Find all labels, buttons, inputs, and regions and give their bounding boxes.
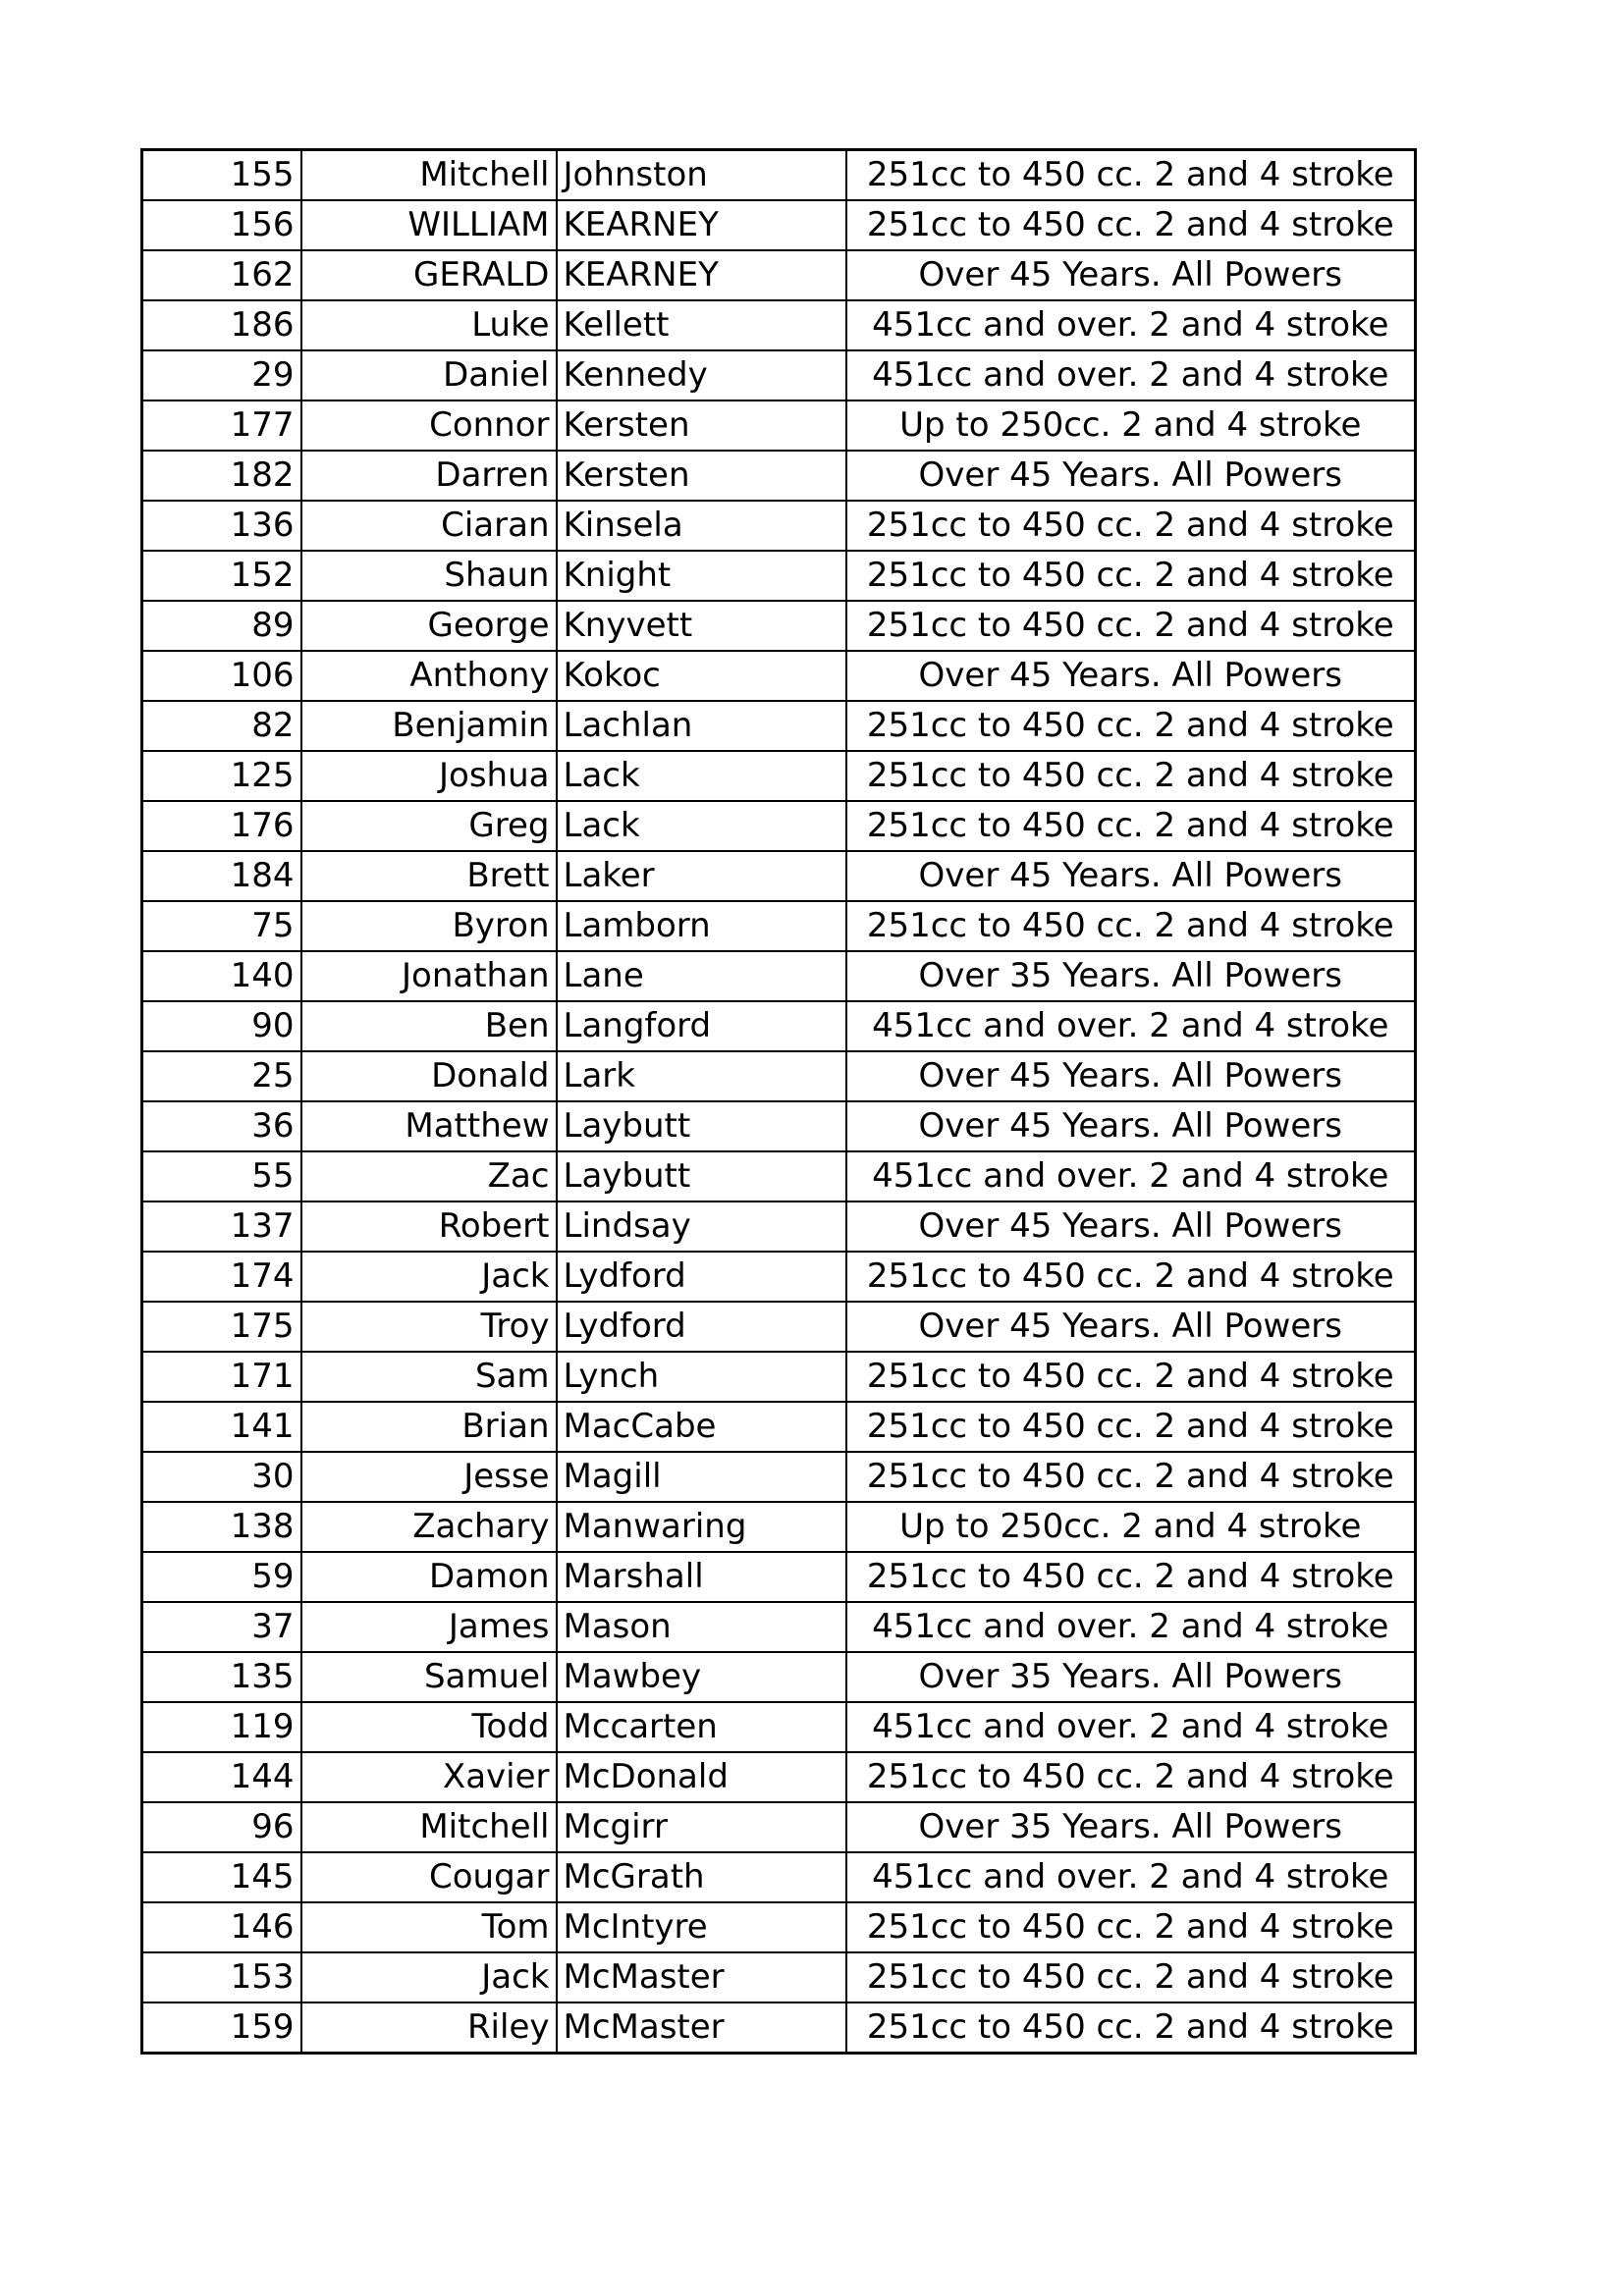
- table-row: [142, 451, 1416, 501]
- rider-number-cell: 138: [142, 1502, 301, 1552]
- class-cell: 251cc to 450 cc. 2 and 4 stroke: [846, 701, 1416, 751]
- rider-number-cell: 119: [142, 1702, 301, 1752]
- first-name-cell: Damon: [301, 1552, 557, 1602]
- last-name-cell: Mccarten: [557, 1702, 846, 1752]
- class-cell: 451cc and over. 2 and 4 stroke: [846, 1702, 1416, 1752]
- first-name-cell: Mitchell: [301, 1802, 557, 1852]
- first-name-cell: Greg: [301, 801, 557, 851]
- table-row: [142, 1151, 1416, 1201]
- class-cell: Over 45 Years. All Powers: [846, 1101, 1416, 1151]
- class-cell: Over 45 Years. All Powers: [846, 1302, 1416, 1352]
- first-name-cell: Ben: [301, 1001, 557, 1051]
- first-name-cell: Robert: [301, 1201, 557, 1252]
- last-name-cell: KEARNEY: [557, 200, 846, 250]
- table-row: [142, 1752, 1416, 1802]
- class-cell: 251cc to 450 cc. 2 and 4 stroke: [846, 551, 1416, 601]
- rider-number-cell: 176: [142, 801, 301, 851]
- first-name-cell: Troy: [301, 1302, 557, 1352]
- table-row: [142, 1352, 1416, 1402]
- rider-number-cell: 162: [142, 250, 301, 300]
- rider-number-cell: 36: [142, 1101, 301, 1151]
- last-name-cell: Mason: [557, 1602, 846, 1652]
- last-name-cell: Lamborn: [557, 901, 846, 951]
- class-cell: 251cc to 450 cc. 2 and 4 stroke: [846, 1352, 1416, 1402]
- class-cell: 251cc to 450 cc. 2 and 4 stroke: [846, 901, 1416, 951]
- rider-number-cell: 174: [142, 1252, 301, 1302]
- last-name-cell: Lynch: [557, 1352, 846, 1402]
- table-row: [142, 551, 1416, 601]
- last-name-cell: Lark: [557, 1051, 846, 1101]
- rider-number-cell: 186: [142, 300, 301, 350]
- first-name-cell: Jesse: [301, 1452, 557, 1502]
- first-name-cell: Matthew: [301, 1101, 557, 1151]
- last-name-cell: Knight: [557, 551, 846, 601]
- rider-number-cell: 29: [142, 350, 301, 400]
- last-name-cell: Lydford: [557, 1252, 846, 1302]
- table-row: [142, 1652, 1416, 1702]
- first-name-cell: George: [301, 601, 557, 651]
- first-name-cell: Riley: [301, 2002, 557, 2054]
- first-name-cell: Jack: [301, 1952, 557, 2002]
- rider-number-cell: 106: [142, 651, 301, 701]
- last-name-cell: Laybutt: [557, 1151, 846, 1201]
- table-row: [142, 1952, 1416, 2002]
- table-row: [142, 701, 1416, 751]
- last-name-cell: Laybutt: [557, 1101, 846, 1151]
- rider-number-cell: 136: [142, 501, 301, 551]
- table-row: [142, 1201, 1416, 1252]
- last-name-cell: Kokoc: [557, 651, 846, 701]
- rider-number-cell: 145: [142, 1852, 301, 1902]
- first-name-cell: Jack: [301, 1252, 557, 1302]
- last-name-cell: Lindsay: [557, 1201, 846, 1252]
- rider-number-cell: 153: [142, 1952, 301, 2002]
- first-name-cell: Brett: [301, 851, 557, 901]
- class-cell: 251cc to 450 cc. 2 and 4 stroke: [846, 1452, 1416, 1502]
- rider-number-cell: 177: [142, 400, 301, 451]
- rider-number-cell: 171: [142, 1352, 301, 1402]
- table-row: [142, 501, 1416, 551]
- table-row: [142, 1702, 1416, 1752]
- class-cell: 451cc and over. 2 and 4 stroke: [846, 1001, 1416, 1051]
- table-row: [142, 1502, 1416, 1552]
- first-name-cell: Zac: [301, 1151, 557, 1201]
- entries-table: [140, 148, 1417, 2055]
- class-cell: Over 45 Years. All Powers: [846, 1051, 1416, 1101]
- last-name-cell: Kersten: [557, 451, 846, 501]
- first-name-cell: Sam: [301, 1352, 557, 1402]
- class-cell: 451cc and over. 2 and 4 stroke: [846, 1602, 1416, 1652]
- class-cell: Over 45 Years. All Powers: [846, 651, 1416, 701]
- first-name-cell: James: [301, 1602, 557, 1652]
- class-cell: 251cc to 450 cc. 2 and 4 stroke: [846, 200, 1416, 250]
- class-cell: 251cc to 450 cc. 2 and 4 stroke: [846, 1952, 1416, 2002]
- table-row: [142, 400, 1416, 451]
- class-cell: Up to 250cc. 2 and 4 stroke: [846, 1502, 1416, 1552]
- table-row: [142, 1852, 1416, 1902]
- first-name-cell: Mitchell: [301, 150, 557, 201]
- class-cell: Over 45 Years. All Powers: [846, 851, 1416, 901]
- rider-number-cell: 25: [142, 1051, 301, 1101]
- table-row: [142, 1051, 1416, 1101]
- first-name-cell: Luke: [301, 300, 557, 350]
- table-row: [142, 1252, 1416, 1302]
- first-name-cell: Ciaran: [301, 501, 557, 551]
- last-name-cell: McGrath: [557, 1852, 846, 1902]
- rider-number-cell: 152: [142, 551, 301, 601]
- class-cell: Over 35 Years. All Powers: [846, 951, 1416, 1001]
- class-cell: Up to 250cc. 2 and 4 stroke: [846, 400, 1416, 451]
- class-cell: 251cc to 450 cc. 2 and 4 stroke: [846, 1902, 1416, 1952]
- last-name-cell: Langford: [557, 1001, 846, 1051]
- table-row: [142, 2002, 1416, 2054]
- first-name-cell: Donald: [301, 1051, 557, 1101]
- class-cell: 451cc and over. 2 and 4 stroke: [846, 1151, 1416, 1201]
- last-name-cell: Knyvett: [557, 601, 846, 651]
- table-row: [142, 1902, 1416, 1952]
- rider-number-cell: 146: [142, 1902, 301, 1952]
- last-name-cell: Lane: [557, 951, 846, 1001]
- table-row: [142, 350, 1416, 400]
- class-cell: 251cc to 450 cc. 2 and 4 stroke: [846, 1552, 1416, 1602]
- table-row: [142, 1402, 1416, 1452]
- rider-number-cell: 140: [142, 951, 301, 1001]
- last-name-cell: Lachlan: [557, 701, 846, 751]
- rider-number-cell: 89: [142, 601, 301, 651]
- first-name-cell: Zachary: [301, 1502, 557, 1552]
- class-cell: Over 35 Years. All Powers: [846, 1802, 1416, 1852]
- class-cell: 251cc to 450 cc. 2 and 4 stroke: [846, 601, 1416, 651]
- rider-number-cell: 125: [142, 751, 301, 801]
- class-cell: 451cc and over. 2 and 4 stroke: [846, 300, 1416, 350]
- first-name-cell: WILLIAM: [301, 200, 557, 250]
- table-row: [142, 801, 1416, 851]
- last-name-cell: Lydford: [557, 1302, 846, 1352]
- rider-number-cell: 55: [142, 1151, 301, 1201]
- table-row: [142, 901, 1416, 951]
- rider-number-cell: 82: [142, 701, 301, 751]
- last-name-cell: Mcgirr: [557, 1802, 846, 1852]
- table-row: [142, 250, 1416, 300]
- class-cell: 251cc to 450 cc. 2 and 4 stroke: [846, 801, 1416, 851]
- table-row: [142, 300, 1416, 350]
- last-name-cell: McMaster: [557, 2002, 846, 2054]
- rider-number-cell: 59: [142, 1552, 301, 1602]
- last-name-cell: Manwaring: [557, 1502, 846, 1552]
- first-name-cell: Joshua: [301, 751, 557, 801]
- class-cell: Over 45 Years. All Powers: [846, 451, 1416, 501]
- last-name-cell: Lack: [557, 751, 846, 801]
- first-name-cell: Cougar: [301, 1852, 557, 1902]
- last-name-cell: McDonald: [557, 1752, 846, 1802]
- class-cell: 251cc to 450 cc. 2 and 4 stroke: [846, 1252, 1416, 1302]
- rider-number-cell: 155: [142, 150, 301, 201]
- class-cell: Over 35 Years. All Powers: [846, 1652, 1416, 1702]
- last-name-cell: Kennedy: [557, 350, 846, 400]
- last-name-cell: McIntyre: [557, 1902, 846, 1952]
- rider-number-cell: 135: [142, 1652, 301, 1702]
- first-name-cell: GERALD: [301, 250, 557, 300]
- first-name-cell: Xavier: [301, 1752, 557, 1802]
- table-row: [142, 1602, 1416, 1652]
- rider-number-cell: 184: [142, 851, 301, 901]
- class-cell: 251cc to 450 cc. 2 and 4 stroke: [846, 1752, 1416, 1802]
- class-cell: 251cc to 450 cc. 2 and 4 stroke: [846, 501, 1416, 551]
- table-row: [142, 851, 1416, 901]
- table-row: [142, 1552, 1416, 1602]
- class-cell: 451cc and over. 2 and 4 stroke: [846, 350, 1416, 400]
- last-name-cell: Kersten: [557, 400, 846, 451]
- rider-number-cell: 182: [142, 451, 301, 501]
- rider-number-cell: 137: [142, 1201, 301, 1252]
- table-row: [142, 651, 1416, 701]
- first-name-cell: Samuel: [301, 1652, 557, 1702]
- last-name-cell: Mawbey: [557, 1652, 846, 1702]
- last-name-cell: MacCabe: [557, 1402, 846, 1452]
- last-name-cell: Laker: [557, 851, 846, 901]
- rider-number-cell: 30: [142, 1452, 301, 1502]
- table-row: [142, 150, 1416, 201]
- first-name-cell: Brian: [301, 1402, 557, 1452]
- rider-number-cell: 75: [142, 901, 301, 951]
- table-row: [142, 1101, 1416, 1151]
- first-name-cell: Darren: [301, 451, 557, 501]
- rider-number-cell: 90: [142, 1001, 301, 1051]
- last-name-cell: KEARNEY: [557, 250, 846, 300]
- last-name-cell: McMaster: [557, 1952, 846, 2002]
- class-cell: Over 45 Years. All Powers: [846, 250, 1416, 300]
- class-cell: Over 45 Years. All Powers: [846, 1201, 1416, 1252]
- table-row: [142, 1802, 1416, 1852]
- table-row: [142, 601, 1416, 651]
- first-name-cell: Connor: [301, 400, 557, 451]
- last-name-cell: Lack: [557, 801, 846, 851]
- class-cell: 251cc to 450 cc. 2 and 4 stroke: [846, 1402, 1416, 1452]
- rider-number-cell: 37: [142, 1602, 301, 1652]
- first-name-cell: Benjamin: [301, 701, 557, 751]
- first-name-cell: Daniel: [301, 350, 557, 400]
- rider-number-cell: 144: [142, 1752, 301, 1802]
- class-cell: 251cc to 450 cc. 2 and 4 stroke: [846, 150, 1416, 201]
- table-row: [142, 1302, 1416, 1352]
- first-name-cell: Shaun: [301, 551, 557, 601]
- last-name-cell: Kellett: [557, 300, 846, 350]
- first-name-cell: Anthony: [301, 651, 557, 701]
- table-row: [142, 1452, 1416, 1502]
- last-name-cell: Kinsela: [557, 501, 846, 551]
- last-name-cell: Magill: [557, 1452, 846, 1502]
- table-row: [142, 1001, 1416, 1051]
- first-name-cell: Jonathan: [301, 951, 557, 1001]
- first-name-cell: Byron: [301, 901, 557, 951]
- last-name-cell: Marshall: [557, 1552, 846, 1602]
- last-name-cell: Johnston: [557, 150, 846, 201]
- rider-number-cell: 156: [142, 200, 301, 250]
- table-row: [142, 200, 1416, 250]
- rider-number-cell: 159: [142, 2002, 301, 2054]
- class-cell: 451cc and over. 2 and 4 stroke: [846, 1852, 1416, 1902]
- table-row: [142, 751, 1416, 801]
- rider-number-cell: 96: [142, 1802, 301, 1852]
- rider-number-cell: 141: [142, 1402, 301, 1452]
- class-cell: 251cc to 450 cc. 2 and 4 stroke: [846, 751, 1416, 801]
- first-name-cell: Todd: [301, 1702, 557, 1752]
- class-cell: 251cc to 450 cc. 2 and 4 stroke: [846, 2002, 1416, 2054]
- first-name-cell: Tom: [301, 1902, 557, 1952]
- entries-table-body: [142, 150, 1416, 2054]
- rider-number-cell: 175: [142, 1302, 301, 1352]
- table-row: [142, 951, 1416, 1001]
